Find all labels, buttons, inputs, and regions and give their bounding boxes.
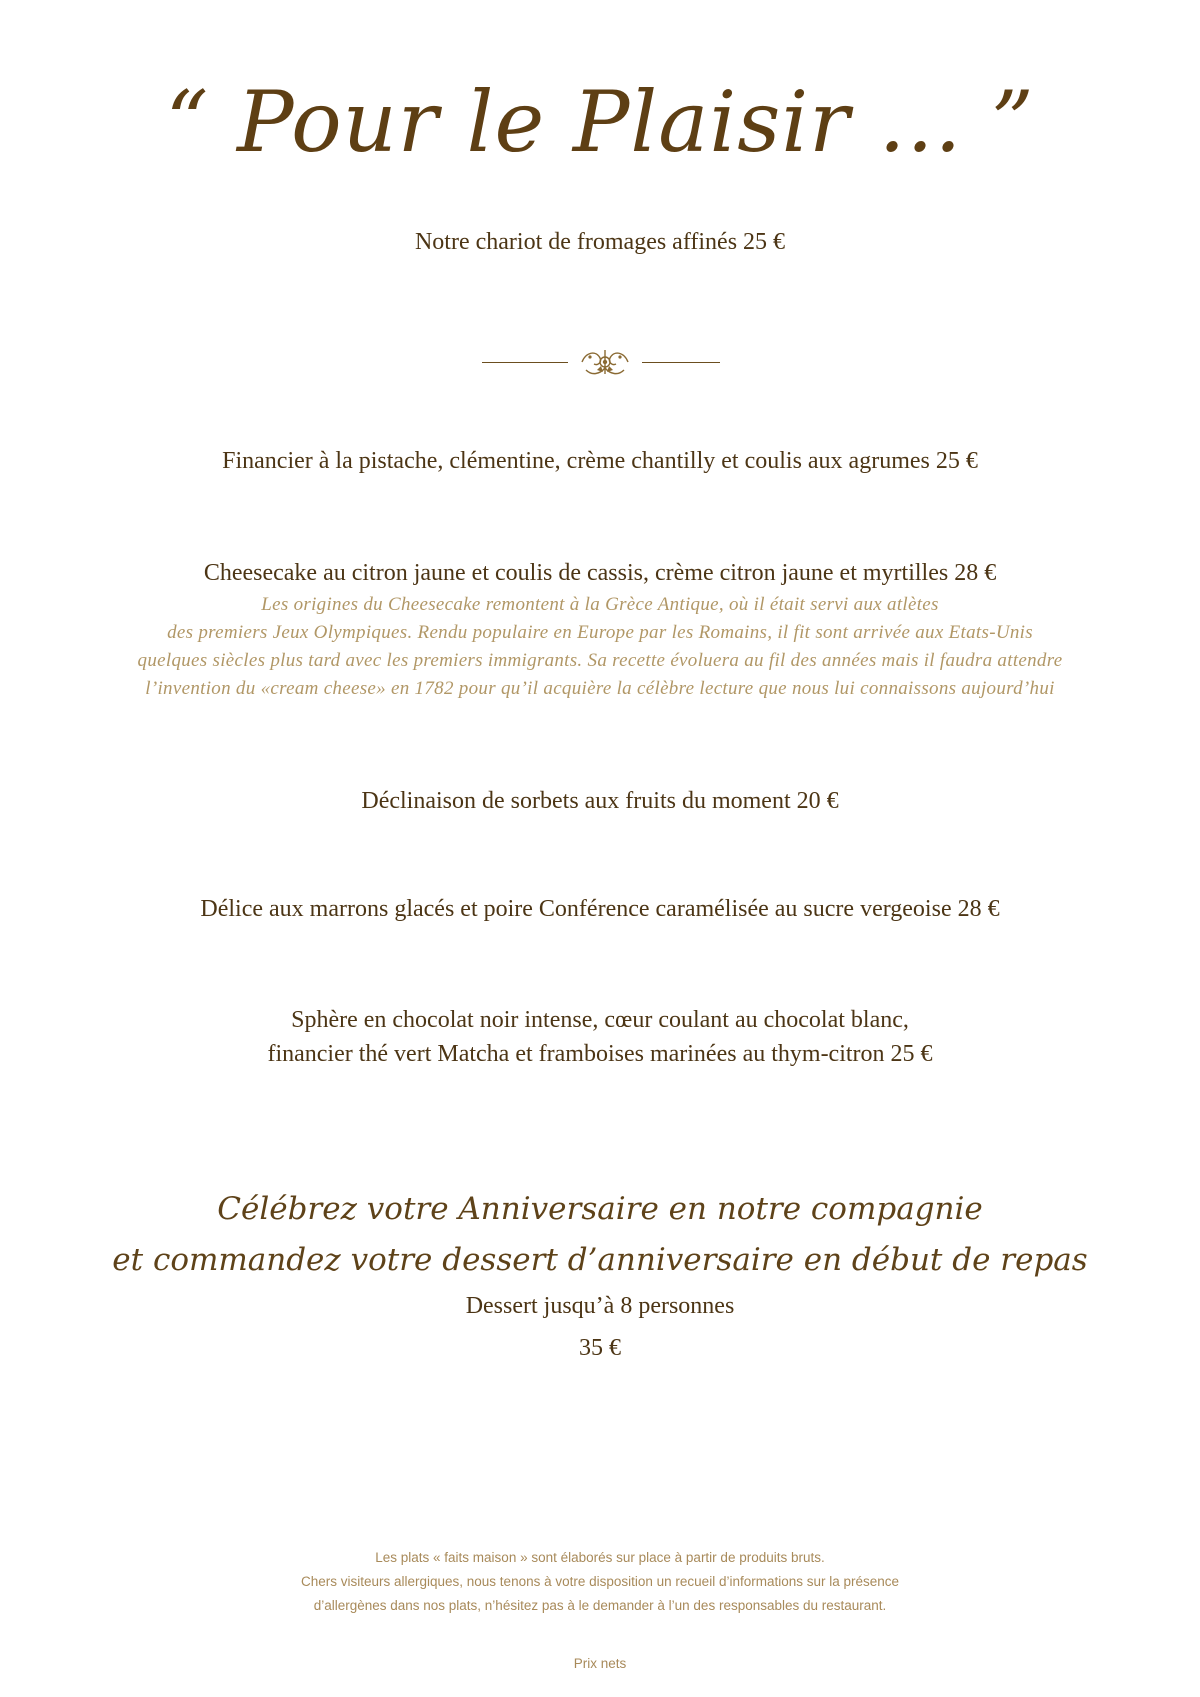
cheesecake-story-line: l’invention du «cream cheese» en 1782 pour qu’il acquière la célèbre lecture que nous lui connaissons aujourd’hui (145, 678, 1055, 699)
footer-net-prices: Prix nets (573, 1656, 627, 1671)
menu-title: “ Pour le Plaisir … ” (165, 73, 1035, 171)
cheese-cart-item: Notre chariot de fromages affinés 25 € (414, 229, 786, 255)
menu-item-cheesecake: Cheesecake au citron jaune et coulis de cassis, crème citron jaune et myrtilles 28 € (203, 560, 997, 586)
menu-item-delice-marrons: Délice aux marrons glacés et poire Conférence caramélisée au sucre vergeoise 28 € (200, 896, 1000, 922)
divider-line-left (482, 362, 568, 363)
cheesecake-story-line: des premiers Jeux Olympiques. Rendu populaire en Europe par les Romains, il fit sont arrivée aux Etats-Unis (167, 622, 1033, 643)
birthday-price: 35 € (579, 1335, 621, 1361)
footer-allergy-note-line1: Chers visiteurs allergiques, nous tenons à votre disposition un recueil d’informations sur la présence (300, 1574, 900, 1589)
birthday-heading-line1: Célébrez votre Anniversaire en notre compagnie (217, 1191, 983, 1227)
floral-ornament-icon (576, 344, 634, 380)
menu-item-financier: Financier à la pistache, clémentine, crème chantilly et coulis aux agrumes 25 € (222, 448, 978, 474)
footer-allergy-note-line2: d’allergènes dans nos plats, n’hésitez pas à le demander à l’un des responsables du restaurant. (313, 1598, 887, 1613)
menu-item-sorbets: Déclinaison de sorbets aux fruits du moment 20 € (361, 788, 839, 814)
cheesecake-story-line: quelques siècles plus tard avec les premiers immigrants. Sa recette évoluera au fil des années mais il faudra attendre (137, 650, 1063, 671)
section-divider (0, 344, 1200, 380)
cheesecake-story-line: Les origines du Cheesecake remontent à la Grèce Antique, où il était servi aux atlètes (261, 594, 939, 615)
birthday-heading-line2: et commandez votre dessert d’anniversaire en début de repas (112, 1242, 1088, 1278)
birthday-detail: Dessert jusqu’à 8 personnes (465, 1293, 735, 1319)
menu-item-sphere-chocolat-line2: financier thé vert Matcha et framboises marinées au thym-citron 25 € (267, 1041, 933, 1067)
footer-house-made-note: Les plats « faits maison » sont élaborés sur place à partir de produits bruts. (375, 1550, 825, 1565)
menu-item-sphere-chocolat-line1: Sphère en chocolat noir intense, cœur coulant au chocolat blanc, (291, 1007, 909, 1033)
divider-line-right (642, 362, 720, 363)
